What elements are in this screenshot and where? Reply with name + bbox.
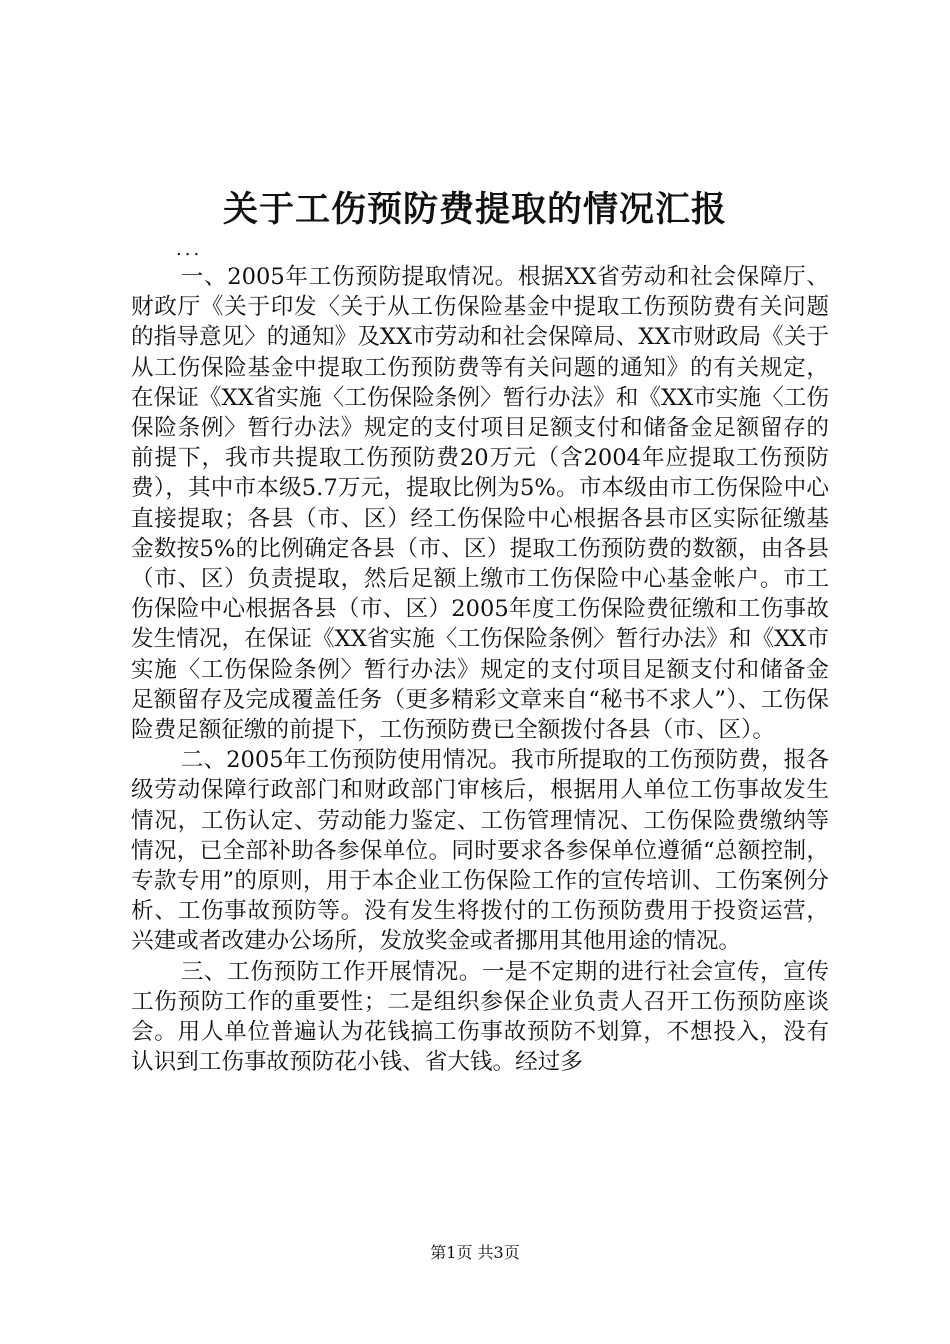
paragraph-2: 二、2005年工伤预防使用情况。我市所提取的工伤预防费，报各级劳动保障行政部门和财政部门审核后，根据用人单位工伤事故发生情况，工伤认定、劳动能力鉴定、工伤管理情况、工伤保险费缴纳等情况，已全部补助各参保单位。同时要求各参保单位遵循“总额控制，专款专用”的原则，用于本企业工伤保险工作的宣传培训、工伤案例分析、工伤事故预防等。没有发生将拨付的工伤预防费用于投资运营，兴建或者改建办公场所，发放奖金或者挪用其他用途的情况。 — [131, 747, 829, 955]
page-footer: 第1页 共3页 — [430, 1243, 520, 1262]
document-title: 关于工伤预防费提取的情况汇报 — [222, 189, 727, 230]
ellipsis-marker: ... — [176, 239, 203, 260]
paragraph-3: 三、工伤预防工作开展情况。一是不定期的进行社会宣传，宣传工伤预防工作的重要性；二是组织参保企业负责人召开工伤预防座谈会。用人单位普遍认为花钱搞工伤事故预防不划算，不想投入，没有认识到工伤事故预防花小钱、省大钱。经过多 — [131, 958, 829, 1076]
document-body — [131, 262, 829, 1077]
paragraph-1: 一、2005年工伤预防提取情况。根据XX省劳动和社会保障厅、财政厅《关于印发〈关于从工伤保险基金中提取工伤预防费有关问题的指导意见〉的通知》及XX市劳动和社会保障局、XX市财政局《关于从工伤保险基金中提取工伤预防费等有关问题的通知》的有关规定，在保证《XX省实施〈工伤保险条例〉暂行办法》和《XX市实施〈工伤保险条例〉暂行办法》规定的支付项目足额支付和储备金足额留存的前提下，我市共提取工伤预防费20万元（含2004年应提取工伤预防费），其中市本级5.7万元，提取比例为5%。市本级由市工伤保险中心直接提取；各县（市、区）经工伤保险中心根据各县市区实际征缴基金数按5%的比例确定各县（市、区）提取工伤预防费的数额，由各县（市、区）负责提取，然后足额上缴市工伤保险中心基金帐户。市工伤保险中心根据各县（市、区）2005年度工伤保险费征缴和工伤事故发生情况，在保证《XX省实施〈工伤保险条例〉暂行办法》和《XX市实施〈工伤保险条例〉暂行办法》规定的支付项目足额支付和储备金足额留存及完成覆盖任务（更多精彩文章来自“秘书不求人”）、工伤保险费足额征缴的前提下，工伤预防费已全额拨付各县（市、区）。 — [131, 264, 829, 744]
